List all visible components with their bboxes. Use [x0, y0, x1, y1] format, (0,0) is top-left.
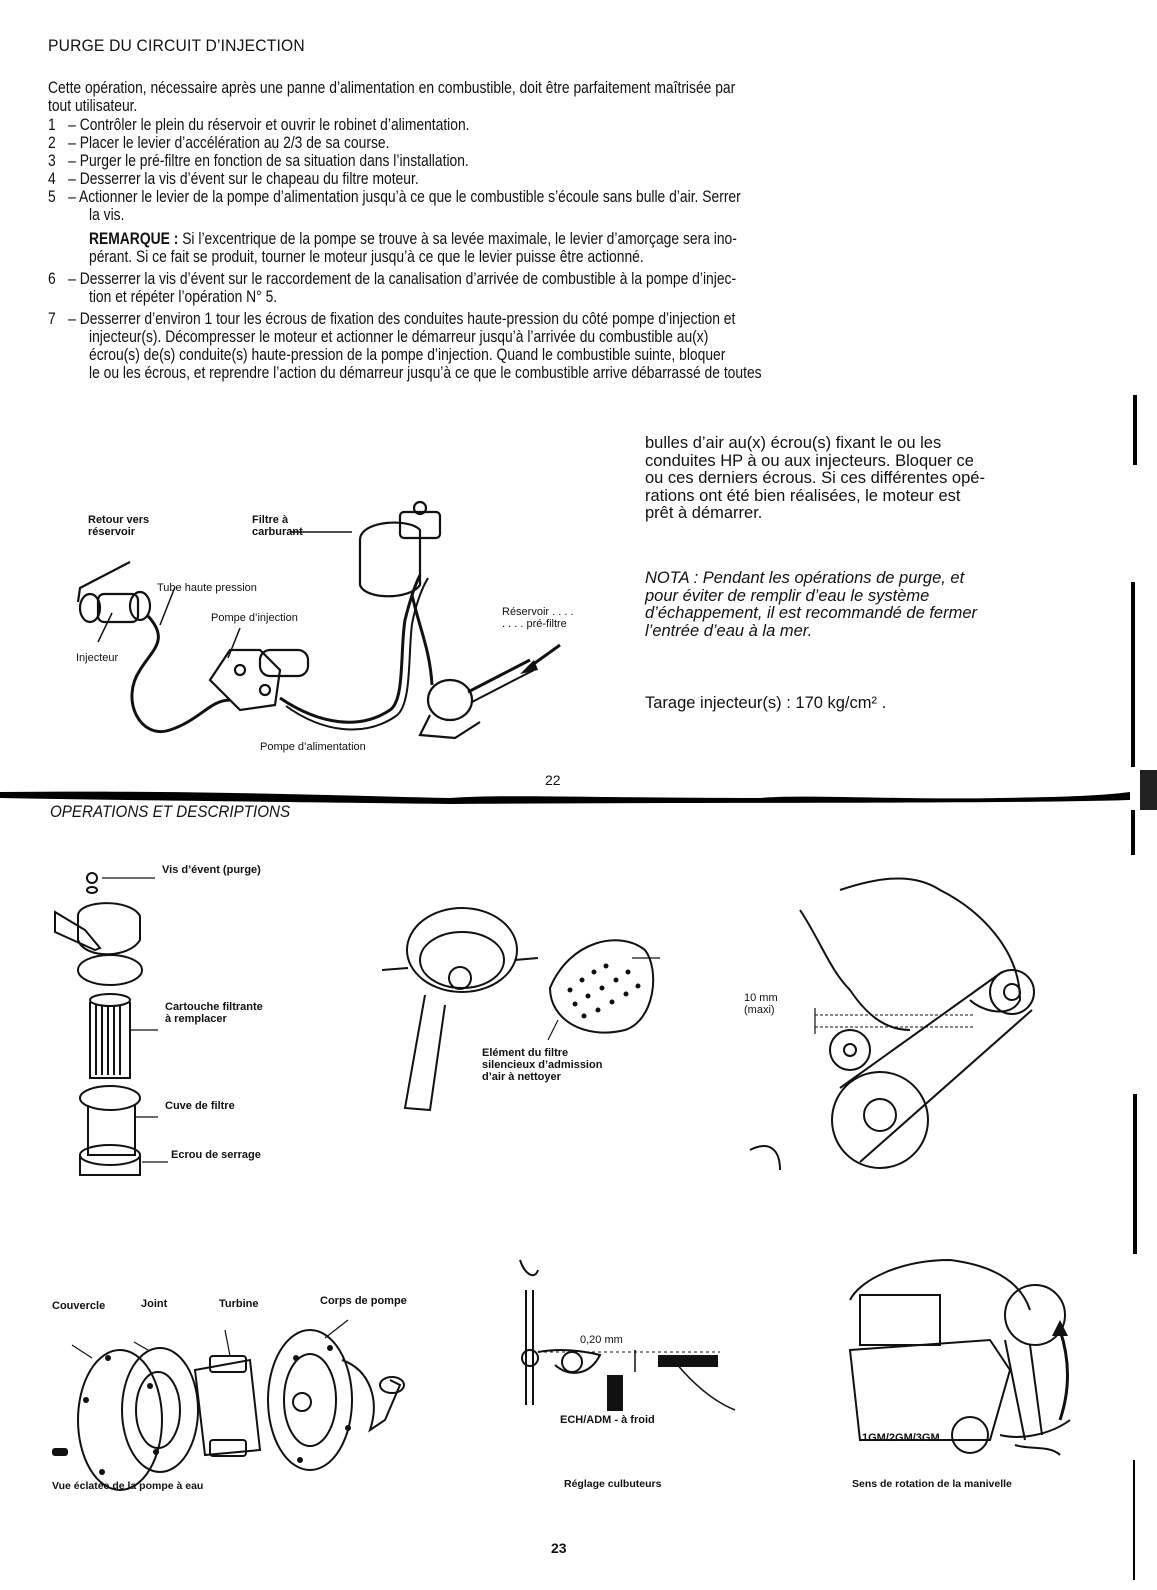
label-pompe-alimentation: Pompe d’alimentation — [260, 741, 366, 753]
water-pump-exploded-diagram — [30, 1290, 450, 1490]
label-turbine: Turbine — [219, 1298, 259, 1310]
crank-rotation-diagram — [820, 1240, 1080, 1460]
step-text: – Desserrer la vis d’évent sur le chapeau du filtre moteur. — [68, 170, 419, 188]
label-line: Filtre à — [252, 514, 289, 526]
step-7-line-4: le ou les écrous, et reprendre l’action du démarreur jusqu’à ce que le combustible arrive débarrassé de toutes — [89, 364, 762, 382]
intro-line-2: tout utilisateur. — [48, 97, 138, 115]
continuation-line: ou ces derniers écrous. Si ces différentes opé- — [645, 469, 985, 488]
step-7-line-2: injecteur(s). Décompresser le moteur et actionner le démarreur jusqu’à l’arrivée du combustible au(x) — [89, 328, 709, 346]
step-number: 7 — [48, 310, 56, 328]
continuation-line: conduites HP à ou aux injecteurs. Bloquer ce — [645, 451, 974, 470]
label-ech-adm: ECH/ADM - à froid — [560, 1414, 655, 1426]
scan-edge-mark — [1133, 395, 1137, 465]
remarque-label: REMARQUE : — [89, 230, 179, 248]
step-6 — [48, 270, 737, 289]
label-couvercle: Couvercle — [52, 1300, 106, 1312]
rotation-arrow-icon — [1052, 1320, 1068, 1420]
step-text: – Actionner le levier de la pompe d’alimentation jusqu’à ce que le combustible s’écoule sans bulle d’air. Serrer — [68, 188, 741, 206]
intro-line-1: Cette opération, nécessaire après une panne d’alimentation en combustible, doit être parfaitement maîtrisée par — [48, 79, 736, 97]
nota-block — [645, 570, 1065, 640]
label-air-filter — [482, 1047, 602, 1083]
scan-edge-mark — [1131, 582, 1135, 767]
nota-line: pour éviter de remplir d’eau le système — [645, 586, 930, 605]
continuation-line: bulles d’air au(x) écrou(s) fixant le ou les — [645, 434, 942, 452]
caption-rocker: Réglage culbuteurs — [564, 1478, 662, 1490]
label-line: d’air à nettoyer — [482, 1071, 561, 1083]
label-line: réservoir — [88, 526, 136, 538]
air-filter-diagram — [370, 880, 690, 1130]
label-retour — [88, 514, 149, 538]
label-ecrou: Ecrou de serrage — [171, 1149, 261, 1161]
belt-tension-diagram — [740, 850, 1070, 1170]
step-1 — [48, 116, 470, 135]
page-number-23: 23 — [551, 1540, 567, 1556]
label-line: à remplacer — [165, 1013, 227, 1025]
nota-line: l’entrée d’eau à la mer. — [645, 621, 813, 640]
step-text: – Purger le pré-filtre en fonction de sa situation dans l’installation. — [68, 152, 469, 170]
label-cartouche — [165, 1001, 263, 1025]
fuel-filter-icon — [360, 502, 440, 596]
label-filtre — [252, 514, 303, 538]
label-line: Elément du filtre — [482, 1047, 569, 1059]
step-number: 3 — [48, 152, 56, 170]
continuation-line: rations ont été bien réalisées, le moteur est — [645, 486, 961, 505]
remarque-line-1 — [89, 231, 737, 249]
flow-arrow-icon — [520, 645, 560, 674]
remarque-text: Si l’excentrique de la pompe se trouve à sa levée maximale, le levier d’amorçage sera ino- — [182, 230, 737, 248]
label-joint: Joint — [141, 1298, 168, 1310]
label-reservoir — [502, 606, 574, 630]
step-5-line-2: la vis. — [89, 206, 125, 224]
label-line: silencieux d’admission — [482, 1059, 603, 1071]
label-line: Cartouche filtrante — [165, 1001, 263, 1013]
remarque-line-2: pérant. Si ce fait se produit, tourner le moteur jusqu’à ce que le levier puisse être actionné. — [89, 248, 644, 266]
step-number: 6 — [48, 270, 56, 288]
step-text: – Desserrer la vis d’évent sur le raccordement de la canalisation d’arrivée de combustible à la pompe d’injec- — [68, 270, 737, 288]
page-number-22: 22 — [545, 772, 561, 788]
step-number: 1 — [48, 116, 56, 134]
label-models: 1GM/2GM/3GM — [862, 1432, 940, 1444]
injector-icon — [80, 592, 150, 622]
caption-water-pump: Vue éclatée de la pompe à eau — [52, 1480, 204, 1492]
step-number: 2 — [48, 134, 56, 152]
scan-edge-mark — [1133, 1094, 1137, 1254]
nota-line: NOTA : Pendant les opérations de purge, et — [645, 569, 965, 587]
label-line: Retour vers — [88, 514, 150, 526]
step-7 — [48, 310, 736, 329]
label-tube-haute-pression: Tube haute pression — [157, 582, 257, 594]
label-belt-measure — [744, 992, 778, 1016]
scan-edge-mark — [1131, 810, 1135, 855]
section-title-purge: PURGE DU CIRCUIT D’INJECTION — [48, 36, 305, 55]
step-5 — [48, 188, 741, 207]
step-4 — [48, 170, 419, 189]
label-injecteur: Injecteur — [76, 652, 119, 664]
scan-edge-mark — [1140, 770, 1157, 810]
label-line: . . . . pré-filtre — [502, 618, 567, 630]
step-6-line-2: tion et répéter l’opération N° 5. — [89, 288, 278, 306]
feed-pump-icon — [420, 680, 480, 738]
continuation-text — [645, 435, 1065, 523]
nota-line: d’échappement, il est recommandé de fermer — [645, 604, 977, 623]
continuation-line: prêt à démarrer. — [645, 504, 763, 523]
step-2 — [48, 134, 390, 153]
label-line: carburant — [252, 526, 303, 538]
step-number: 5 — [48, 188, 56, 206]
step-text: – Desserrer d’environ 1 tour les écrous de fixation des conduites haute-pression du côté pompe d’injection et — [68, 310, 736, 328]
label-vis-event: Vis d’évent (purge) — [162, 864, 261, 876]
step-number: 4 — [48, 170, 56, 188]
label-line: Réservoir . . . . — [502, 606, 574, 618]
scan-edge-mark — [1133, 1460, 1135, 1580]
label-pompe-injection: Pompe d’injection — [211, 612, 298, 624]
label-line: 10 mm — [744, 992, 778, 1004]
tarage-injecteur: Tarage injecteur(s) : 170 kg/cm² . — [645, 694, 887, 712]
step-3 — [48, 152, 469, 171]
fuel-system-diagram — [60, 500, 620, 760]
label-line: (maxi) — [744, 1004, 775, 1016]
caption-crank: Sens de rotation de la manivelle — [852, 1478, 1012, 1490]
section-title-operations: OPERATIONS ET DESCRIPTIONS — [50, 803, 291, 821]
step-text: – Placer le levier d’accélération au 2/3 de sa course. — [68, 134, 390, 152]
label-gap: 0,20 mm — [580, 1334, 623, 1346]
step-text: – Contrôler le plein du réservoir et ouvrir le robinet d’alimentation. — [68, 116, 470, 134]
label-corps-pompe: Corps de pompe — [320, 1295, 407, 1307]
label-cuve: Cuve de filtre — [165, 1100, 235, 1112]
step-7-line-3: écrou(s) de(s) conduite(s) haute-pression de la pompe d’injection. Quand le combustible suinte, bloquer — [89, 346, 726, 364]
